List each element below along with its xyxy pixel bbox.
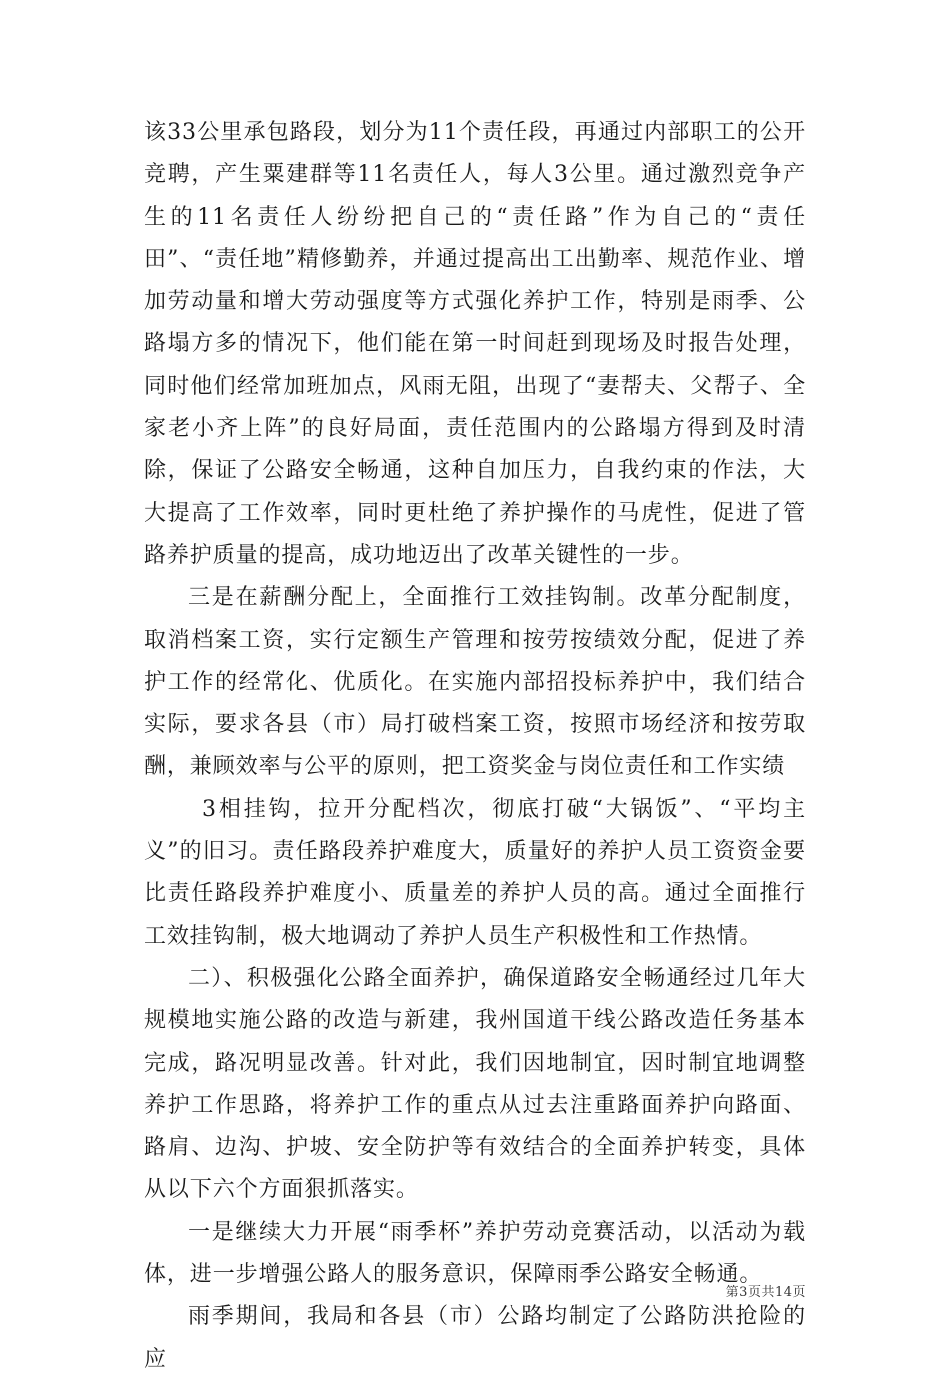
paragraph-comprehensive-maintenance: 二）、积极强化公路全面养护，确保道路安全畅通经过几年大规模地实施公路的改造与新建，我州国道干线公路改造任务基本完成，路况明显改善。针对此，我们因地制宜，因时制宜地调整养护工作思路，将养护工作的重点从过去注重路面养护向路面、路肩、边沟、护坡、安全防护等有效结合的全面养护转变，具体从以下六个方面狠抓落实。 [144, 965, 806, 1203]
paragraph-salary-distribution: 三是在薪酬分配上，全面推行工效挂钩制。改革分配制度，取消档案工资，实行定额生产管理和按劳按绩效分配，促进了养护工作的经常化、优质化。在实施内部招投标养护中，我们结合实际，要求各县（市）局打破档案工资，按照市场经济和按劳取酬，兼顾效率与公平的原则，把工资奖金与岗位责任和工作实绩 [144, 585, 806, 780]
paragraph-flood-prevention: 雨季期间，我局和各县（市）公路均制定了公路防洪抢险的应 [144, 1304, 806, 1372]
paragraph-performance-linkage: 3相挂钩，拉开分配档次，彻底打破“大锅饭”、“平均主义”的旧习。责任路段养护难度大，质量好的养护人员工资资金要比责任路段养护难度小、质量差的养护人员的高。通过全面推行工效挂钩制，极大地调动了养护人员生产积极性和工作热情。 [144, 796, 806, 949]
page-number-footer: 第3页共14页 [725, 1285, 806, 1300]
document-body [144, 112, 806, 1381]
paragraph-rainy-season-competition: 一是继续大力开展“雨季杯”养护劳动竞赛活动，以活动为载体，进一步增强公路人的服务意识，保障雨季公路安全畅通。 [144, 1219, 806, 1288]
paragraph-contract-sections: 该33公里承包路段，划分为11个责任段，再通过内部职工的公开竞聘，产生粟建群等11名责任人，每人3公里。通过激烈竞争产生的11名责任人纷纷把自己的“责任路”作为自己的“责任田”、“责任地”精修勤养，并通过提高出工出勤率、规范作业、增加劳动量和增大劳动强度等方式强化养护工作，特别是雨季、公路塌方多的情况下，他们能在第一时间赶到现场及时报告处理，同时他们经常加班加点，风雨无阻，出现了“妻帮夫、父帮子、全家老小齐上阵”的良好局面，责任范围内的公路塌方得到及时清除，保证了公路安全畅通，这种自加压力，自我约束的作法，大大提高了工作效率，同时更杜绝了养护操作的马虎性，促进了管路养护质量的提高，成功地迈出了改革关键性的一步。 [144, 120, 806, 568]
